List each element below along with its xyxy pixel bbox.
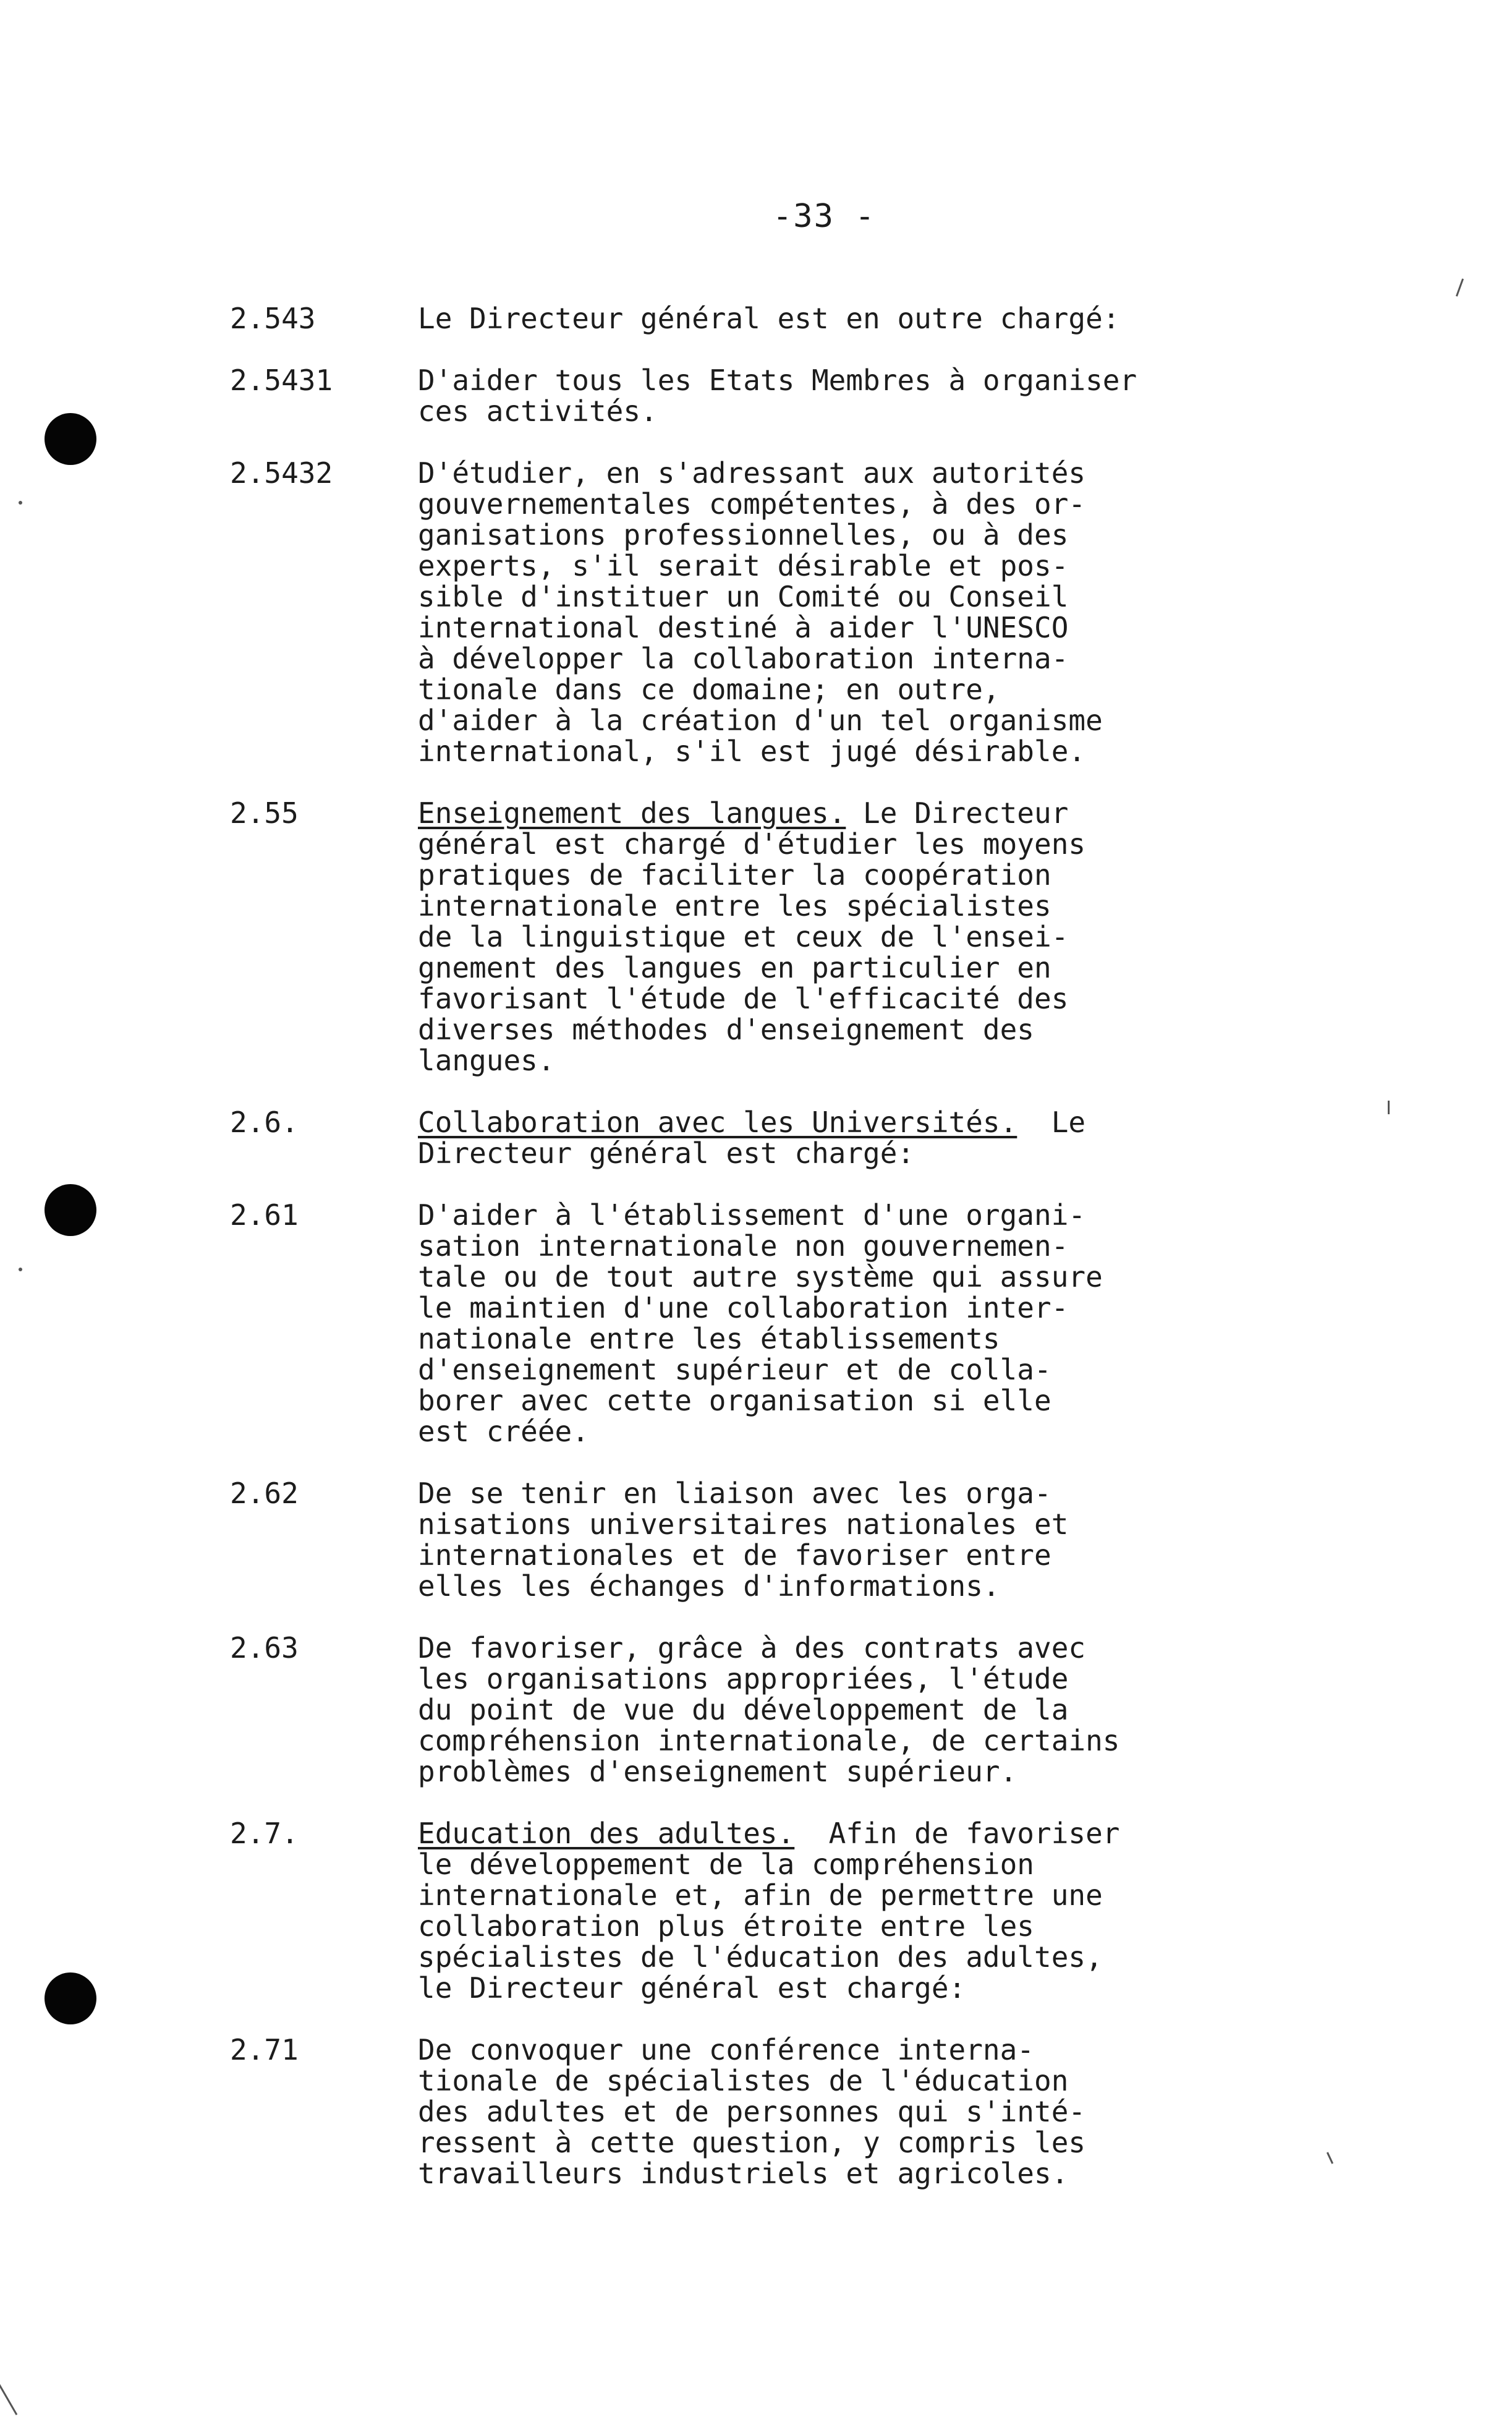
- text-line: ganisations professionnelles, ou à des: [418, 518, 1069, 552]
- text-line: [418, 1818, 1221, 1849]
- text-line: compréhension internationale, de certains: [418, 1724, 1120, 1757]
- text-line: problèmes d'enseignement supérieur.: [418, 1755, 1017, 1788]
- text-line: général est chargé d'étudier les moyens: [418, 827, 1086, 861]
- text-line: diverses méthodes d'enseignement des: [418, 1013, 1034, 1046]
- paragraph-text: [418, 365, 1221, 427]
- paragraph-number: 2.63: [230, 1631, 299, 1665]
- text-line: D'aider tous les Etats Membres à organiser: [418, 364, 1137, 397]
- text-line: ces activités.: [418, 394, 658, 428]
- text-line: des adultes et de personnes qui s'inté-: [418, 2095, 1086, 2128]
- text-line: nationale entre les établissements: [418, 1322, 1000, 1355]
- text-line: collaboration plus étroite entre les: [418, 1909, 1034, 1943]
- text-line: gouvernementales compétentes, à des or-: [418, 487, 1086, 521]
- text-line: ressent à cette question, y compris les: [418, 2126, 1086, 2159]
- text-line: les organisations appropriées, l'étude: [418, 1662, 1069, 1695]
- text-line: travailleurs industriels et agricoles.: [418, 2157, 1069, 2190]
- section-heading: Collaboration avec les Universités.: [418, 1106, 1017, 1139]
- text-line: d'aider à la création d'un tel organisme: [418, 704, 1103, 737]
- text-line: pratiques de faciliter la coopération: [418, 858, 1051, 892]
- heading-continuation: Afin de favoriser: [794, 1817, 1120, 1850]
- paragraph-text: [418, 1107, 1221, 1169]
- text-line: le développement de la compréhension: [418, 1848, 1034, 1881]
- text-line: experts, s'il serait désirable et pos-: [418, 549, 1069, 582]
- stray-mark: [1388, 1101, 1390, 1114]
- text-line: [418, 1107, 1221, 1138]
- text-line: langues.: [418, 1044, 555, 1077]
- paragraph-number: 2.62: [230, 1477, 299, 1510]
- heading-continuation: Le: [1017, 1106, 1086, 1139]
- text-line: tionale dans ce domaine; en outre,: [418, 673, 1000, 706]
- paragraph-number: 2.71: [230, 2033, 299, 2066]
- paragraph-number: 2.6.: [230, 1106, 299, 1139]
- text-line: favorisant l'étude de l'efficacité des: [418, 982, 1069, 1015]
- page-number: -33 -: [773, 198, 876, 235]
- paragraph-text: [418, 458, 1221, 767]
- text-line: borer avec cette organisation si elle: [418, 1384, 1051, 1417]
- text-line: Le Directeur général est en outre chargé:: [418, 302, 1120, 335]
- text-line: D'aider à l'établissement d'une organi-: [418, 1198, 1086, 1232]
- text-line: internationale entre les spécialistes: [418, 889, 1051, 923]
- text-line: sible d'instituer un Comité ou Conseil: [418, 580, 1069, 613]
- text-line: elles les échanges d'informations.: [418, 1569, 1000, 1603]
- text-line: tale ou de tout autre système qui assure: [418, 1260, 1103, 1294]
- paragraph-number: 2.5432: [230, 456, 333, 490]
- text-line: De convoquer une conférence interna-: [418, 2033, 1034, 2066]
- text-line: [418, 798, 1221, 829]
- text-line: le Directeur général est chargé:: [418, 1971, 966, 2005]
- punch-hole-top: [45, 413, 96, 465]
- paragraph-text: [418, 1818, 1221, 2003]
- heading-continuation: Le Directeur: [846, 796, 1069, 830]
- stray-mark: [1456, 278, 1464, 296]
- punch-hole-bottom: [45, 1972, 96, 2024]
- paragraph-number: 2.5431: [230, 364, 333, 397]
- text-line: De favoriser, grâce à des contrats avec: [418, 1631, 1086, 1665]
- paragraph-text: [418, 2034, 1221, 2189]
- punch-hole-middle: [45, 1184, 96, 1236]
- text-line: international, s'il est jugé désirable.: [418, 735, 1086, 768]
- text-line: international destiné à aider l'UNESCO: [418, 611, 1069, 644]
- paragraph-text: [418, 1200, 1221, 1447]
- text-line: internationale et, afin de permettre une: [418, 1878, 1103, 1912]
- paragraph-text: [418, 303, 1221, 334]
- stray-mark: [1327, 2152, 1333, 2164]
- text-line: spécialistes de l'éducation des adultes,: [418, 1940, 1103, 1974]
- paragraph-number: 2.55: [230, 796, 299, 830]
- paragraph-number: 2.7.: [230, 1817, 299, 1850]
- paragraph-text: [418, 1478, 1221, 1601]
- text-line: tionale de spécialistes de l'éducation: [418, 2064, 1069, 2097]
- section-heading: Education des adultes.: [418, 1817, 795, 1850]
- stray-mark: [0, 2377, 17, 2415]
- text-line: internationales et de favoriser entre: [418, 1538, 1051, 1572]
- paragraph-text: [418, 1632, 1221, 1787]
- text-line: nisations universitaires nationales et: [418, 1507, 1069, 1541]
- text-line: De se tenir en liaison avec les orga-: [418, 1477, 1051, 1510]
- stray-mark: [19, 1268, 22, 1271]
- text-line: Directeur général est chargé:: [418, 1136, 915, 1170]
- section-heading: Enseignement des langues.: [418, 796, 846, 830]
- text-line: est créée.: [418, 1415, 589, 1448]
- text-line: du point de vue du développement de la: [418, 1693, 1069, 1726]
- paragraph-text: [418, 798, 1221, 1076]
- paragraph-number: 2.543: [230, 302, 316, 335]
- text-line: de la linguistique et ceux de l'ensei-: [418, 920, 1069, 953]
- paragraph-number: 2.61: [230, 1198, 299, 1232]
- stray-mark: [19, 501, 22, 505]
- text-line: le maintien d'une collaboration inter-: [418, 1291, 1069, 1324]
- text-line: D'étudier, en s'adressant aux autorités: [418, 456, 1086, 490]
- text-line: gnement des langues en particulier en: [418, 951, 1051, 984]
- text-line: à développer la collaboration interna-: [418, 642, 1069, 675]
- text-line: d'enseignement supérieur et de colla-: [418, 1353, 1051, 1386]
- text-line: sation internationale non gouvernemen-: [418, 1229, 1069, 1263]
